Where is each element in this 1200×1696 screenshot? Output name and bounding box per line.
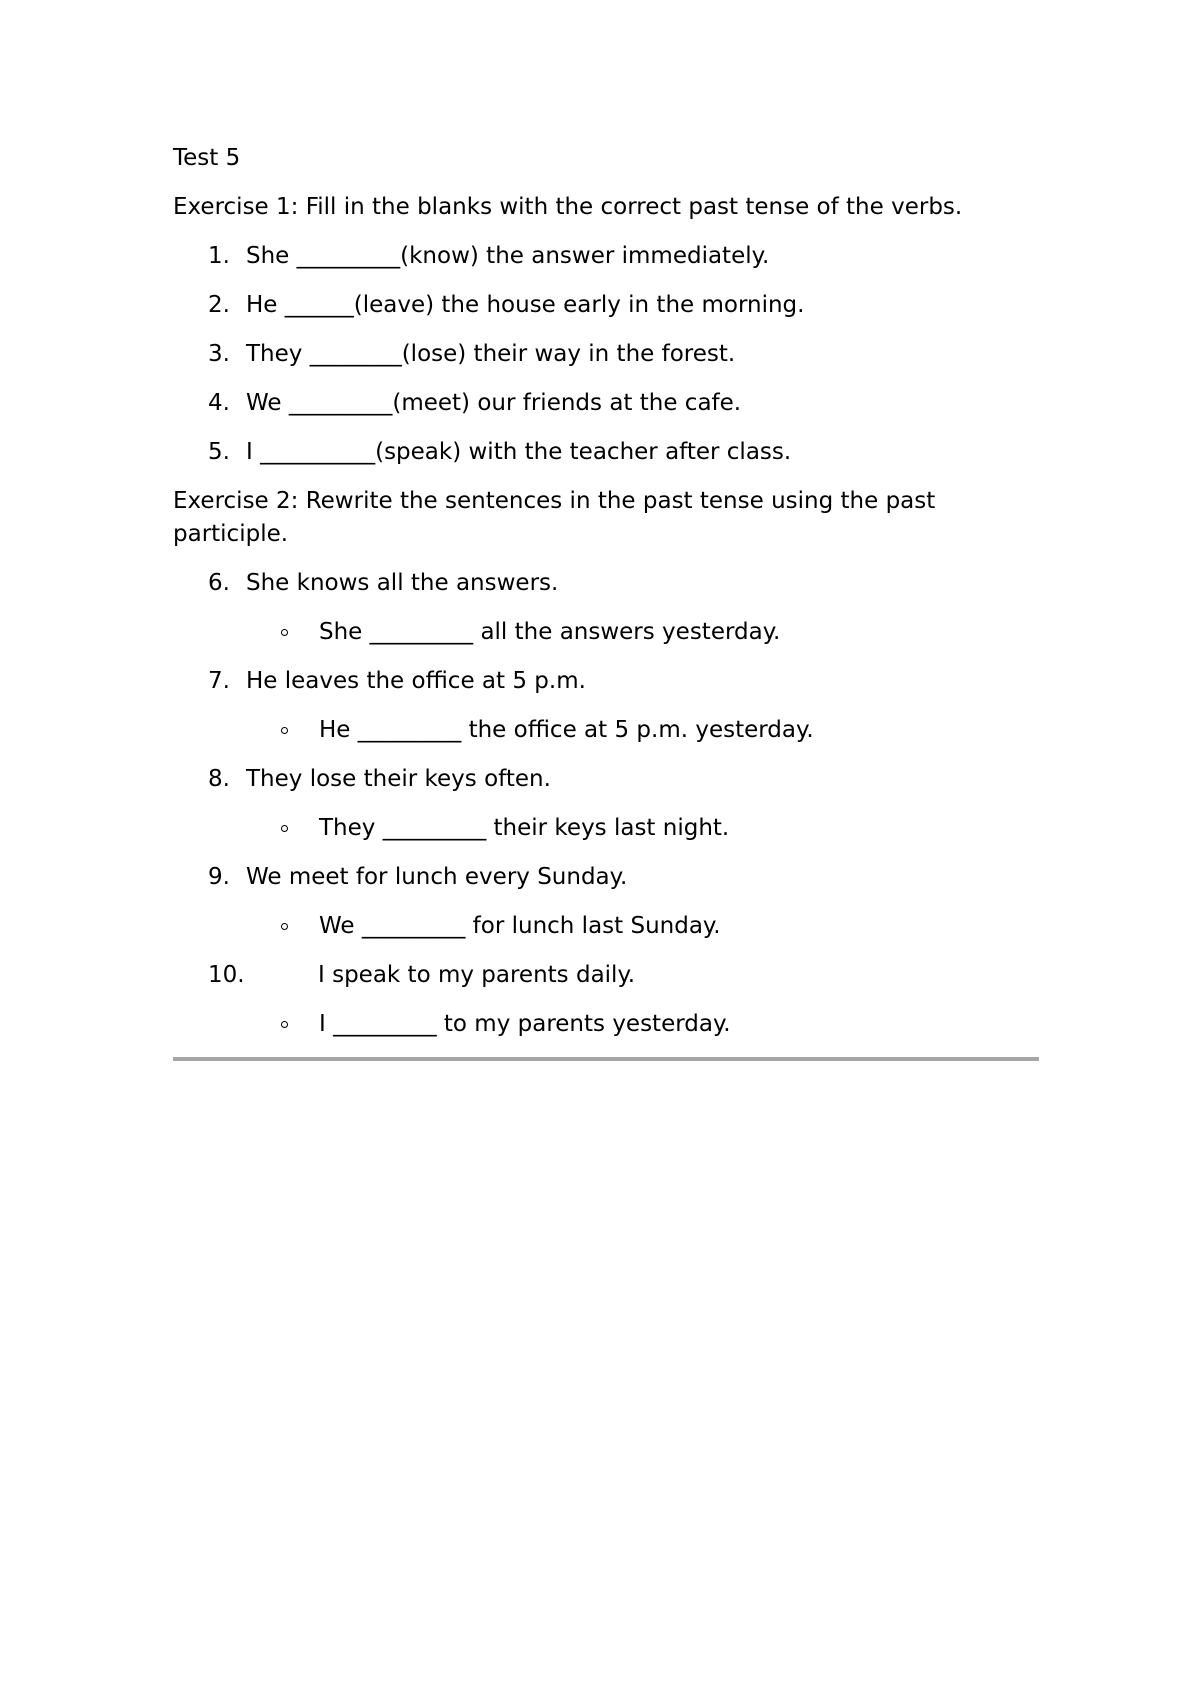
item-number: 3. [208, 341, 230, 367]
item-text: We meet for lunch every Sunday. [246, 864, 628, 890]
item-number: 4. [208, 390, 230, 416]
item-number: 6. [208, 570, 230, 596]
item-number: 5. [208, 439, 230, 465]
item-number: 2. [208, 292, 230, 318]
document-title: Test 5 [173, 145, 241, 171]
exercise-1-heading: Exercise 1: Fill in the blanks with the correct past tense of the verbs. [173, 194, 963, 220]
rewrite-text: She _________ all the answers yesterday. [319, 619, 781, 645]
list-item [173, 567, 1039, 600]
document-body [173, 142, 1039, 1057]
item-text: We _________(meet) our friends at the cafe. [246, 390, 742, 416]
list-item [173, 338, 1039, 371]
sub-list-item [173, 714, 1039, 747]
item-text: He leaves the office at 5 p.m. [246, 668, 586, 694]
item-text: He ______(leave) the house early in the morning. [246, 292, 805, 318]
sub-list-item [173, 616, 1039, 649]
sub-list-item [173, 910, 1039, 943]
horizontal-divider [173, 1057, 1039, 1061]
list-item [173, 240, 1039, 273]
list-item [173, 861, 1039, 894]
circle-bullet-icon [281, 727, 288, 734]
sub-list-item [173, 812, 1039, 845]
item-number: 10. [208, 962, 245, 988]
list-item [173, 387, 1039, 420]
item-text: I __________(speak) with the teacher after class. [246, 439, 792, 465]
item-text: I speak to my parents daily. [318, 962, 636, 988]
circle-bullet-icon [281, 923, 288, 930]
item-number: 9. [208, 864, 230, 890]
rewrite-text: I _________ to my parents yesterday. [319, 1011, 731, 1037]
item-number: 1. [208, 243, 230, 269]
rewrite-text: They _________ their keys last night. [319, 815, 730, 841]
rewrite-text: We _________ for lunch last Sunday. [319, 913, 721, 939]
list-item [173, 289, 1039, 322]
item-text: She knows all the answers. [246, 570, 559, 596]
list-item [173, 436, 1039, 469]
circle-bullet-icon [281, 629, 288, 636]
item-text: They ________(lose) their way in the forest. [246, 341, 736, 367]
item-number: 7. [208, 668, 230, 694]
rewrite-text: He _________ the office at 5 p.m. yesterday. [319, 717, 814, 743]
list-item [173, 959, 1039, 992]
list-item [173, 763, 1039, 796]
item-number: 8. [208, 766, 230, 792]
list-item [173, 665, 1039, 698]
exercise-2-heading: Exercise 2: Rewrite the sentences in the past tense using the past participle. [173, 488, 936, 547]
item-text: She _________(know) the answer immediately. [246, 243, 770, 269]
circle-bullet-icon [281, 1021, 288, 1028]
sub-list-item [173, 1008, 1039, 1041]
item-text: They lose their keys often. [246, 766, 551, 792]
circle-bullet-icon [281, 825, 288, 832]
